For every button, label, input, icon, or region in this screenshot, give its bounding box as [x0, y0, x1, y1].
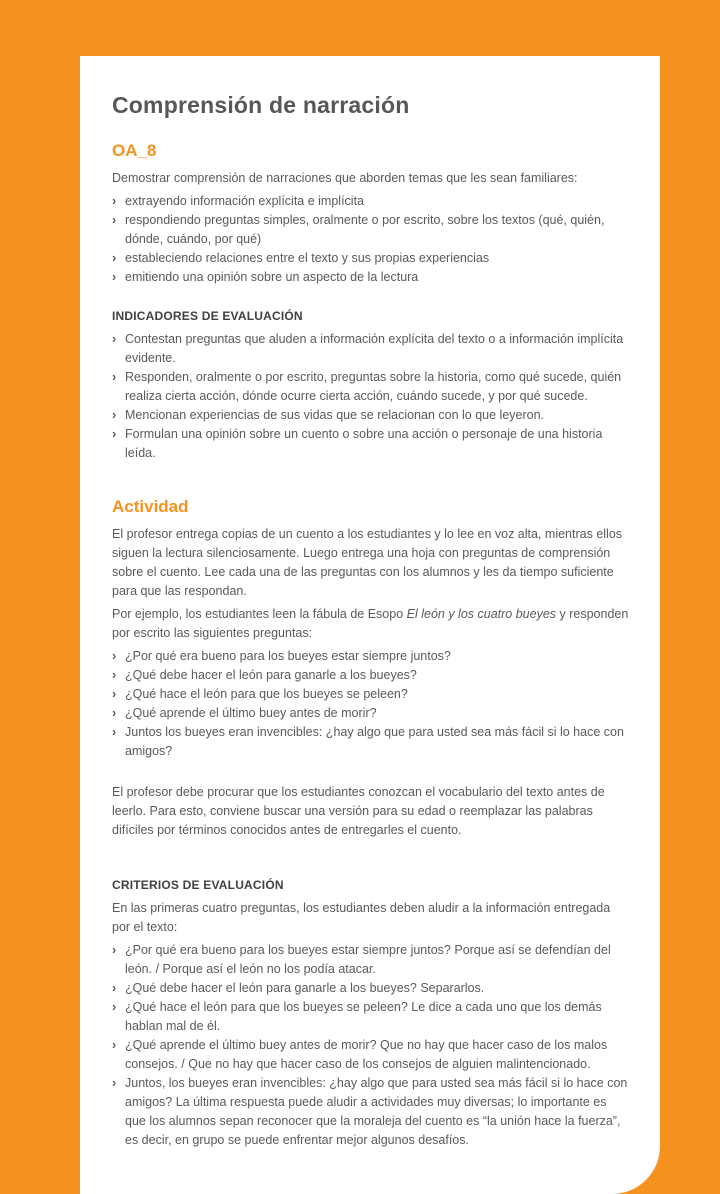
list-item-text: ¿Qué debe hacer el león para ganarle a los bueyes? Separarlos.: [125, 981, 485, 995]
story-title: El león y los cuatro bueyes: [406, 607, 557, 621]
list-item: [112, 249, 630, 268]
indicadores-bullet-list: [112, 330, 630, 463]
actividad-paragraph-1: El profesor entrega copias de un cuento a los estudiantes y lo lee en voz alta, mientras ellos siguen la lectura silenciosamente. Luego entrega una hoja con preguntas de comprensión sobre el cuento. Lee cada una de las preguntas con los alumnos y les da tiempo suficiente para que las respondan.: [112, 527, 623, 598]
section-indicadores: [112, 309, 630, 463]
chevron-bullet-icon: ›: [112, 270, 117, 284]
chevron-bullet-icon: ›: [112, 668, 117, 682]
chevron-bullet-icon: ›: [112, 370, 117, 384]
list-item-text: Formulan una opinión sobre un cuento o sobre una acción o personaje de una historia leída.: [125, 427, 603, 460]
oa8-bullet-list: [112, 192, 630, 287]
chevron-bullet-icon: ›: [112, 213, 117, 227]
chevron-bullet-icon: ›: [112, 427, 117, 441]
list-item: [112, 425, 630, 463]
list-item: [112, 330, 630, 368]
section-oa8: [112, 141, 630, 287]
list-item-text: ¿Qué aprende el último buey antes de morir?: [125, 706, 377, 720]
list-item-text: estableciendo relaciones entre el texto y sus propias experiencias: [125, 251, 490, 265]
list-item-text: respondiendo preguntas simples, oralmente o por escrito, sobre los textos (qué, quién, dónde, cuándo, por qué): [125, 213, 605, 246]
actividad-heading: Actividad: [112, 497, 189, 516]
list-item: [112, 368, 630, 406]
chevron-bullet-icon: ›: [112, 725, 117, 739]
actividad-paragraph-3: El profesor debe procurar que los estudiantes conozcan el vocabulario del texto antes de leerlo. Para esto, conviene buscar una versión para su edad o reemplazar las palabras difíciles por términos conocidos antes de entregarles el cuento.: [112, 785, 605, 837]
list-item-text: ¿Qué hace el león para que los bueyes se peleen?: [125, 687, 408, 701]
chevron-bullet-icon: ›: [112, 706, 117, 720]
list-item: [112, 685, 630, 704]
list-item: [112, 268, 630, 287]
list-item: [112, 211, 630, 249]
list-item: [112, 941, 630, 979]
chevron-bullet-icon: ›: [112, 251, 117, 265]
list-item-text: emitiendo una opinión sobre un aspecto de la lectura: [125, 270, 419, 284]
indicadores-heading: INDICADORES DE EVALUACIÓN: [112, 309, 303, 323]
content-card: [80, 56, 660, 1194]
criterios-heading: CRITERIOS DE EVALUACIÓN: [112, 878, 284, 892]
page-title: Comprensión de narración: [112, 92, 410, 118]
list-item-text: Juntos, los bueyes eran invencibles: ¿hay algo que para usted sea más fácil si lo hace con amigos? La última respuesta puede aludir a actividades muy diversas; lo importante es que los alumnos sepan reconocer que la moraleja del cuento es “la unión hace la fuerza”, es decir, en grupo se puede enfrentar mejor algunos desafíos.: [125, 1076, 628, 1147]
list-item: [112, 998, 630, 1036]
list-item-text: Contestan preguntas que aluden a información explícita del texto o a información implícita evidente.: [125, 332, 624, 365]
paragraph-text: Por ejemplo, los estudiantes leen la fábula de Esopo: [112, 607, 407, 621]
chevron-bullet-icon: ›: [112, 1000, 117, 1014]
list-item-text: ¿Qué debe hacer el león para ganarle a los bueyes?: [125, 668, 417, 682]
spacer: [112, 761, 630, 783]
section-actividad: [112, 497, 630, 840]
chevron-bullet-icon: ›: [112, 981, 117, 995]
list-item: [112, 1074, 630, 1150]
chevron-bullet-icon: ›: [112, 408, 117, 422]
list-item-text: ¿Qué aprende el último buey antes de morir? Que no hay que hacer caso de los malos consejos. / Que no hay que hacer caso de los consejos de alguien malintencionado.: [125, 1038, 608, 1071]
list-item-text: ¿Por qué era bueno para los bueyes estar siempre juntos? Porque así se defendían del león. / Porque así el león no los podía atacar.: [125, 943, 611, 976]
list-item-text: Juntos los bueyes eran invencibles: ¿hay algo que para usted sea más fácil si lo hace con amigos?: [125, 725, 624, 758]
chevron-bullet-icon: ›: [112, 194, 117, 208]
spacer: [112, 463, 630, 497]
spacer: [112, 844, 630, 878]
chevron-bullet-icon: ›: [112, 649, 117, 663]
list-item: [112, 979, 630, 998]
list-item-text: ¿Por qué era bueno para los bueyes estar siempre juntos?: [125, 649, 451, 663]
actividad-bullet-list: [112, 647, 630, 761]
spacer: [112, 287, 630, 309]
list-item-text: Mencionan experiencias de sus vidas que se relacionan con lo que leyeron.: [125, 408, 545, 422]
list-item: [112, 647, 630, 666]
chevron-bullet-icon: ›: [112, 1076, 117, 1090]
list-item: [112, 192, 630, 211]
section-criterios: [112, 878, 630, 1150]
list-item: [112, 666, 630, 685]
list-item-text: Responden, oralmente o por escrito, preguntas sobre la historia, como qué sucede, quién realiza cierta acción, dónde ocurre cierta acción, cuándo sucede, y por qué sucede.: [125, 370, 622, 403]
criterios-intro: En las primeras cuatro preguntas, los estudiantes deben aludir a la información entregada por el texto:: [112, 901, 611, 934]
list-item-text: extrayendo información explícita e implícita: [125, 194, 365, 208]
chevron-bullet-icon: ›: [112, 332, 117, 346]
actividad-paragraph-2: [112, 605, 630, 643]
list-item: [112, 406, 630, 425]
list-item: [112, 1036, 630, 1074]
paragraph-text: y responden por escrito las siguientes preguntas:: [112, 607, 629, 640]
oa8-intro: Demostrar comprensión de narraciones que aborden temas que les sean familiares:: [112, 171, 578, 185]
criterios-bullet-list: [112, 941, 630, 1150]
list-item-text: ¿Qué hace el león para que los bueyes se peleen? Le dice a cada uno que los demás hablan mal de él.: [125, 1000, 602, 1033]
chevron-bullet-icon: ›: [112, 687, 117, 701]
chevron-bullet-icon: ›: [112, 1038, 117, 1052]
list-item: [112, 704, 630, 723]
oa8-heading: OA_8: [112, 141, 157, 160]
list-item: [112, 723, 630, 761]
chevron-bullet-icon: ›: [112, 943, 117, 957]
